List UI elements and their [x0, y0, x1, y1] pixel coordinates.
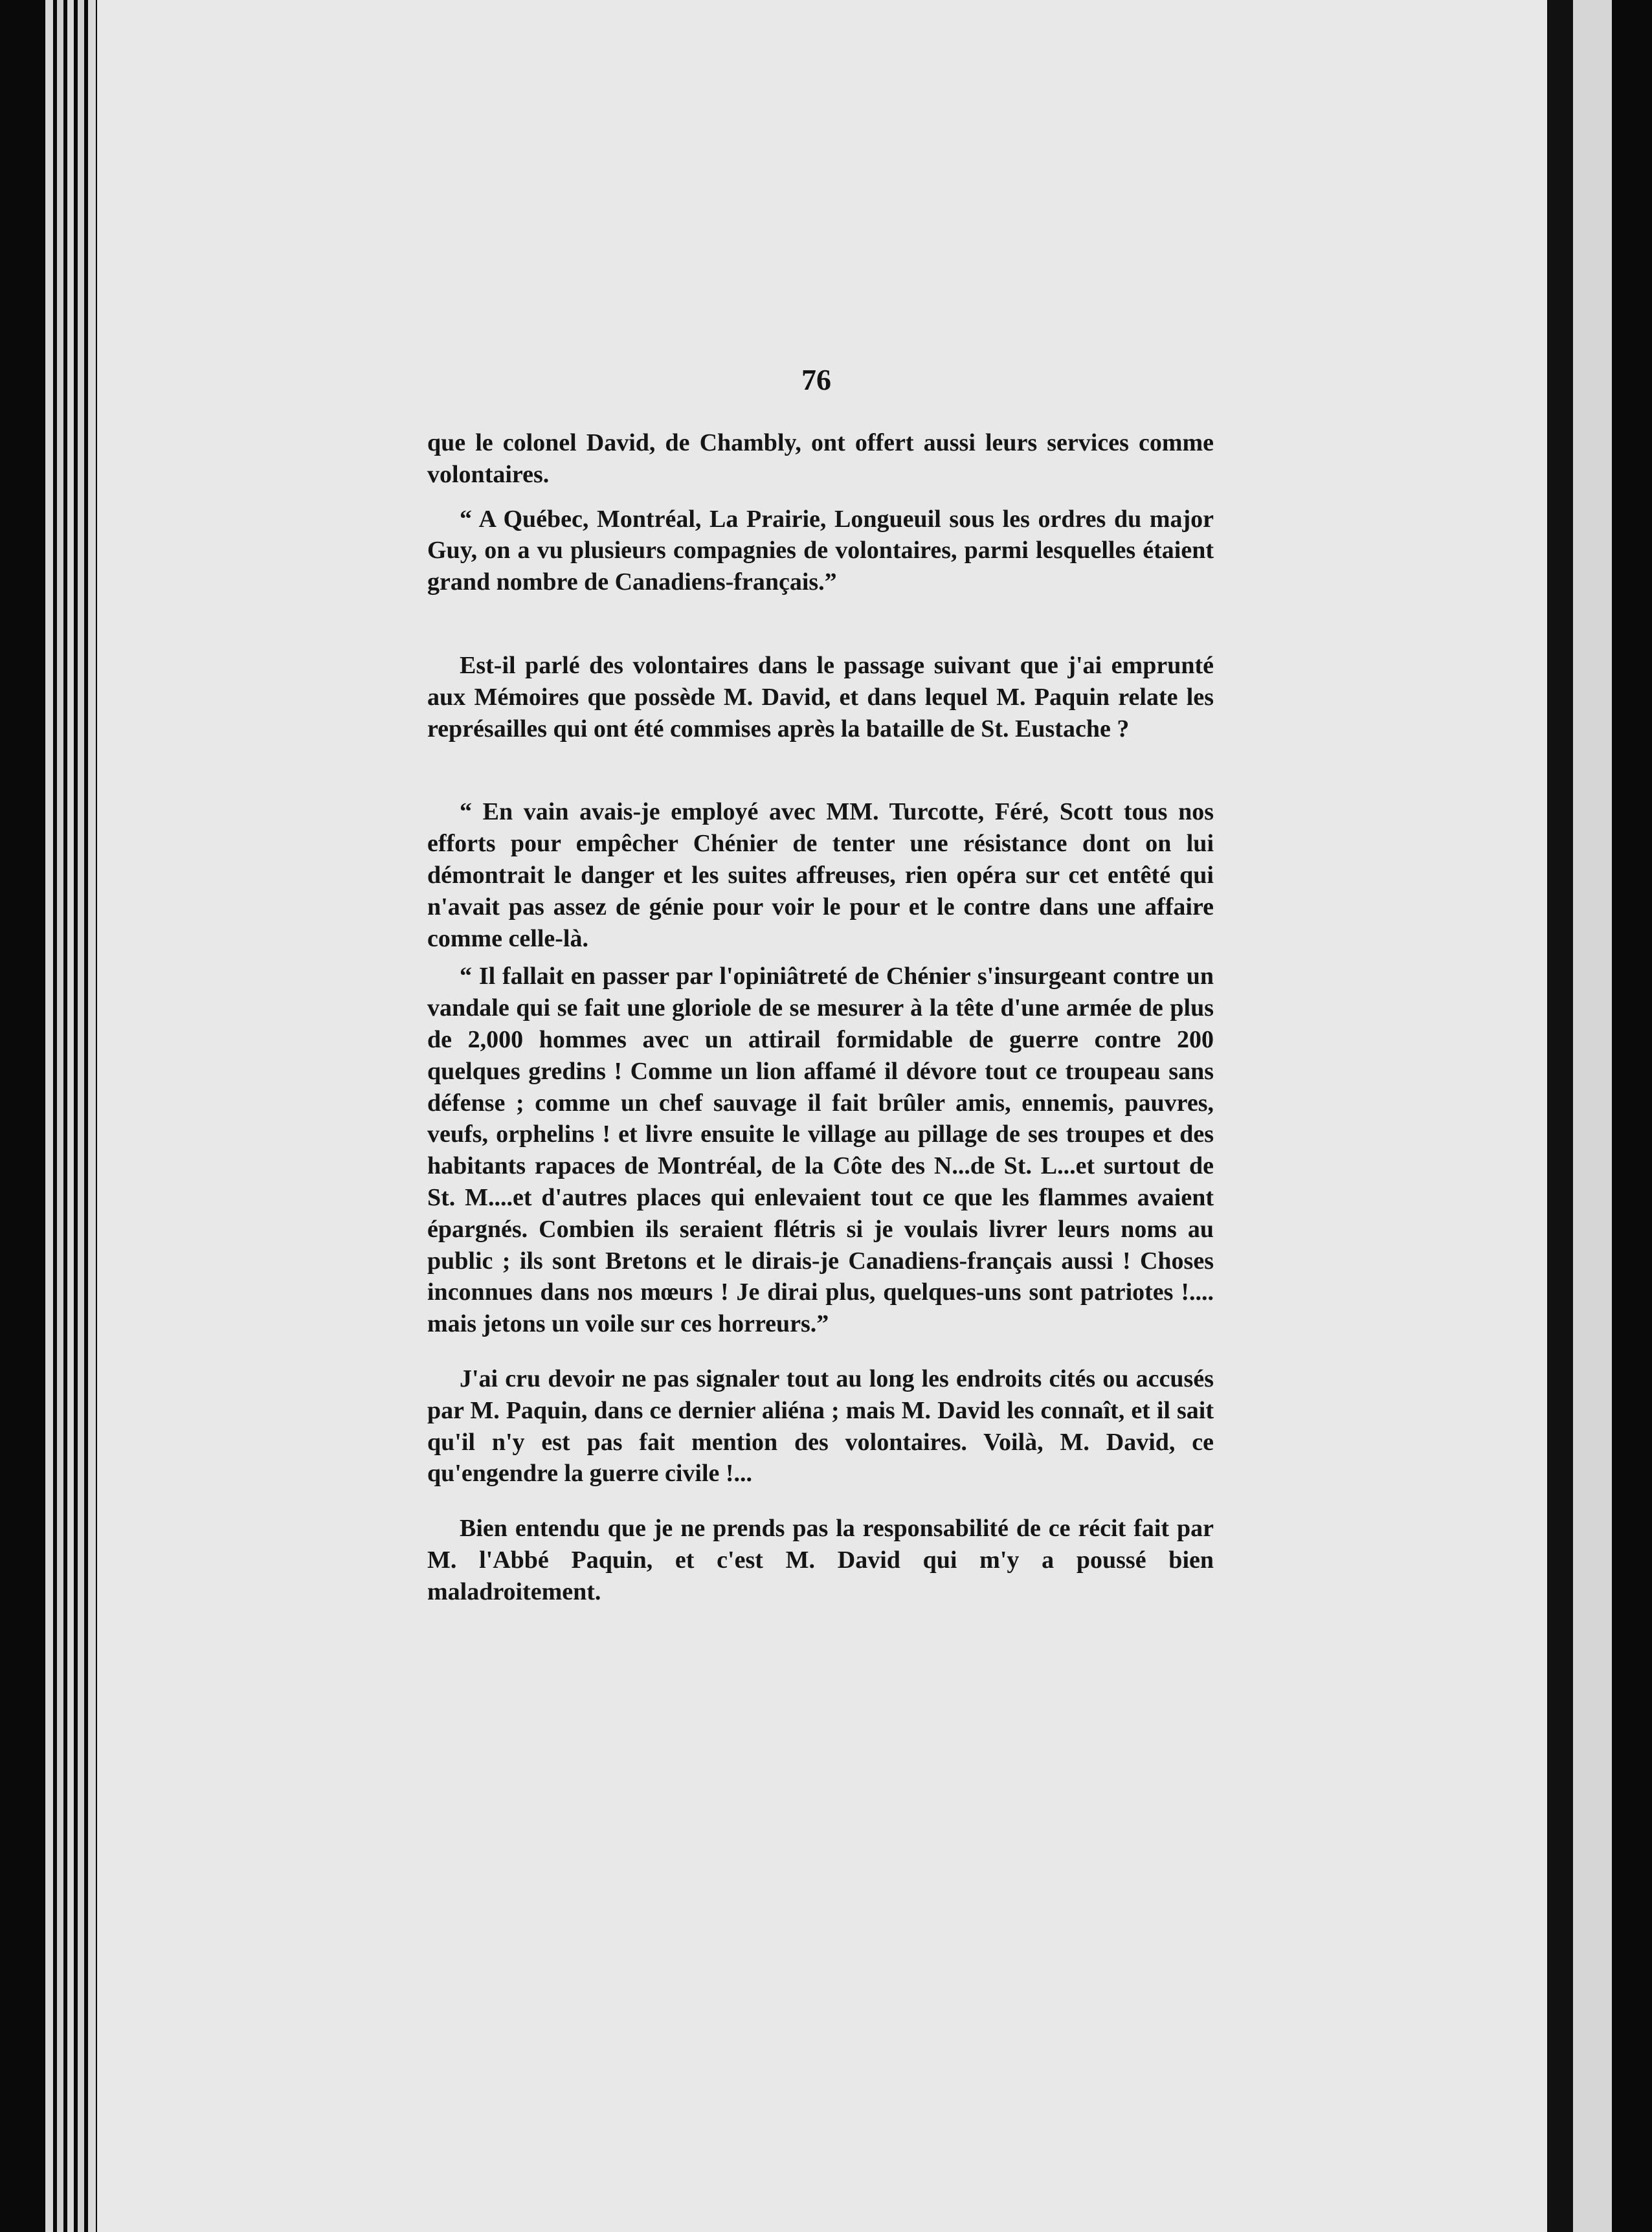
page-edge — [57, 0, 63, 2232]
paragraph: Est-il parlé des volontaires dans le passage suivant que j'ai emprunté aux Mémoires que possède M. David, et dans lequel M. Paquin relate les représailles qui ont été commises après la bataille de St. Eustache ? — [427, 651, 1214, 742]
gutter-shadow — [1547, 0, 1573, 2232]
paragraph: “ A Québec, Montréal, La Prairie, Longueuil sous les ordres du major Guy, on a vu plusieurs compagnies de volontaires, parmi lesquelles étaient grand nombre de Canadiens-français.” — [427, 505, 1214, 596]
paragraph: Bien entendu que je ne prends pas la responsabilité de ce récit fait par M. l'Abbé Paquin, et c'est M. David qui m'y a poussé bien maladroitement. — [427, 1515, 1214, 1605]
paragraph: J'ai cru devoir ne pas signaler tout au long les endroits cités ou accusés par M. Paquin, dans ce dernier aliéna ; mais M. David les connaît, et il sait qu'il n'y est pas fait mention des volontaires. Voilà, M. David, ce qu'engendre la guerre civile !... — [427, 1365, 1214, 1488]
body-text — [427, 427, 1214, 1608]
scan-border — [1612, 0, 1652, 2232]
page-edge — [45, 0, 53, 2232]
paragraph: que le colonel David, de Chambly, ont offert aussi leurs services comme volontaires. — [427, 429, 1214, 488]
page-edge — [78, 0, 84, 2232]
page-number: 76 — [801, 363, 831, 396]
page-edges — [45, 0, 104, 2232]
paragraph: “ En vain avais-je employé avec MM. Turcotte, Féré, Scott tous nos efforts pour empêcher Chénier de tenter une résistance dont on lui démontrait le danger et les suites affreuses, rien opéra sur cet entêté qui n'avait pas assez de génie pour voir le pour et le contre dans une affaire comme celle-là. — [427, 798, 1214, 952]
page-edge — [67, 0, 74, 2232]
page-edge — [88, 0, 96, 2232]
paragraph: “ Il fallait en passer par l'opiniâtreté de Chénier s'insurgeant contre un vandale qui se fait une gloriole de se mesurer à la tête d'une armée de plus de 2,000 hommes avec un attirail formidable de guerre contre 200 quelques gredins ! Comme un lion affamé il dévore tout ce troupeau sans défense ; comme un chef sauvage il fait brûler amis, ennemis, pauvres, veufs, orphelins ! et livre ensuite le village au pillage de ses troupes et des habitants rapaces de Montréal, de la Côte des N...de St. L...et surtout de St. M....et d'autres places qui enlevaient tout ce que les flammes avaient épargnés. Combien ils seraient flétris si je voulais livrer leurs noms au public ; ils sont Bretons et le dirais-je Canadiens-français aussi ! Choses inconnues dans nos mœurs ! Je dirai plus, quelques-uns sont patriotes !.... mais jetons un voile sur ces horreurs.” — [427, 963, 1214, 1338]
next-page-edge — [1573, 0, 1612, 2232]
